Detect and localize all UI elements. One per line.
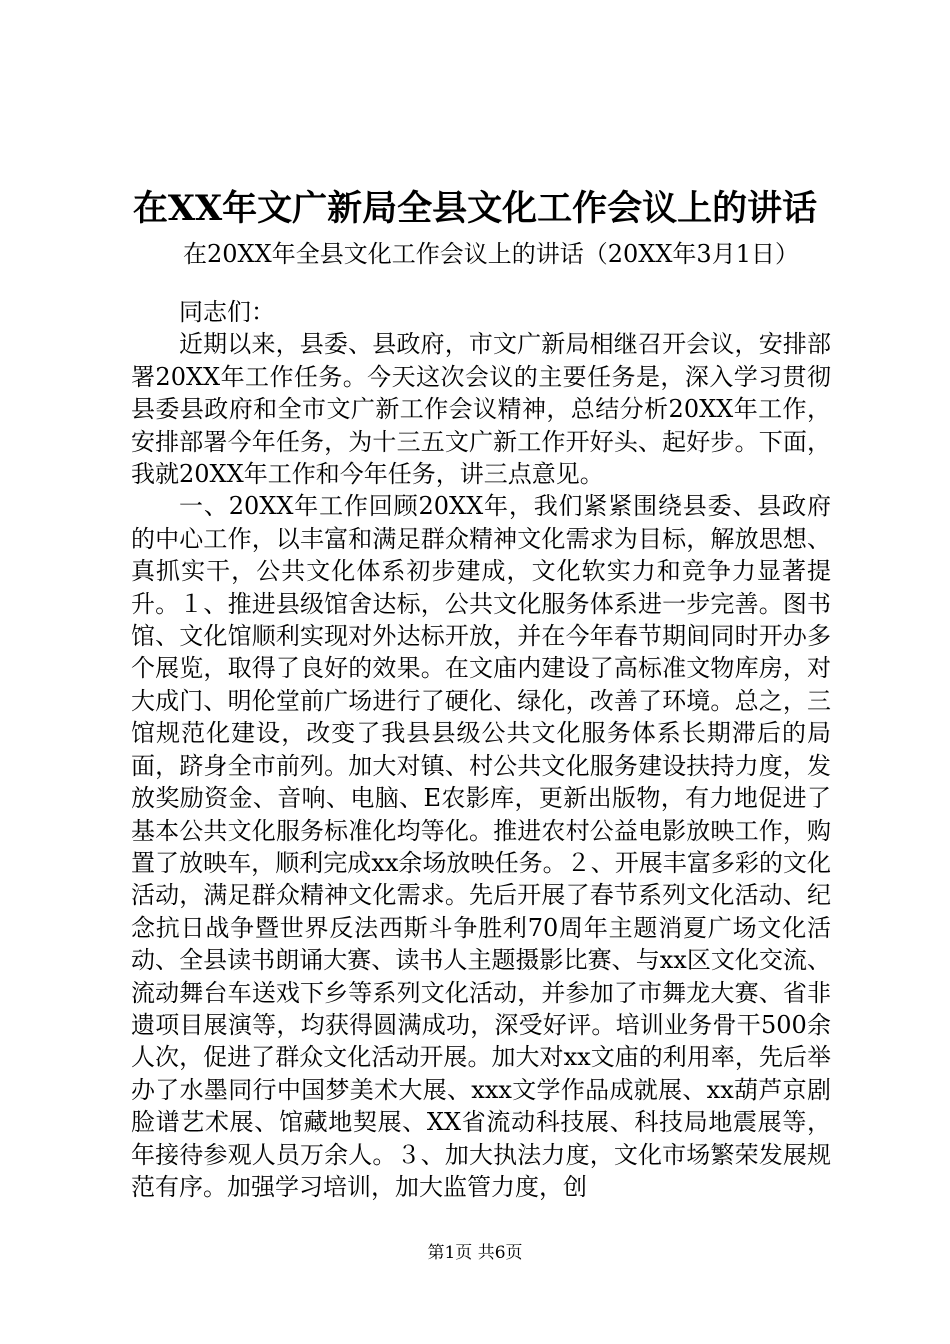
salutation-paragraph: 同志们： xyxy=(179,298,275,326)
document-body xyxy=(131,296,831,1203)
body-paragraph: 近期以来，县委、县政府，市文广新局相继召开会议，安排部署20XX年工作任务。今天这次会议的主要任务是，深入学习贯彻县委县政府和全市文广新工作会议精神，总结分析20XX年工作，安排部署今年任务，为十三五文广新工作开好头、起好步。下面，我就20XX年工作和今年任务，讲三点意见。 xyxy=(131,330,831,489)
document-title: 在XX年文广新局全县文化工作会议上的讲话 xyxy=(132,188,818,229)
body-paragraph: 一、20XX年工作回顾20XX年，我们紧紧围绕县委、县政府的中心工作，以丰富和满足群众精神文化需求为目标，解放思想、真抓实干，公共文化体系初步建成，文化软实力和竞争力显著提升。１、推进县级馆舍达标，公共文化服务体系进一步完善。图书馆、文化馆顺利实现对外达标开放，并在今年春节期间同时开办多个展览，取得了良好的效果。在文庙内建设了高标准文物库房，对大成门、明伦堂前广场进行了硬化、绿化，改善了环境。总之，三馆规范化建设，改变了我县县级公共文化服务体系长期滞后的局面，跻身全市前列。加大对镇、村公共文化服务建设扶持力度，发放奖励资金、音响、电脑、E农影库，更新出版物，有力地促进了基本公共文化服务标准化均等化。推进农村公益电影放映工作，购置了放映车，顺利完成xx余场放映任务。２、开展丰富多彩的文化活动，满足群众精神文化需求。先后开展了春节系列文化活动、纪念抗日战争暨世界反法西斯斗争胜利70周年主题消夏广场文化活动、全县读书朗诵大赛、读书人主题摄影比赛、与xx区文化交流、流动舞台车送戏下乡等系列文化活动，并参加了市舞龙大赛、省非遗项目展演等，均获得圆满成功，深受好评。培训业务骨干500余人次，促进了群众文化活动开展。加大对xx文庙的利用率，先后举办了水墨同行中国梦美术大展、xxx文学作品成就展、xx葫芦京剧脸谱艺术展、馆藏地契展、XX省流动科技展、科技局地震展等，年接待参观人员万余人。３、加大执法力度，文化市场繁荣发展规范有序。加强学习培训，加大监管力度，创 xyxy=(131,492,831,1201)
document-subtitle: 在20XX年全县文化工作会议上的讲话（20XX年3月1日） xyxy=(183,240,799,268)
page-footer: 第1页 共6页 xyxy=(427,1243,523,1263)
